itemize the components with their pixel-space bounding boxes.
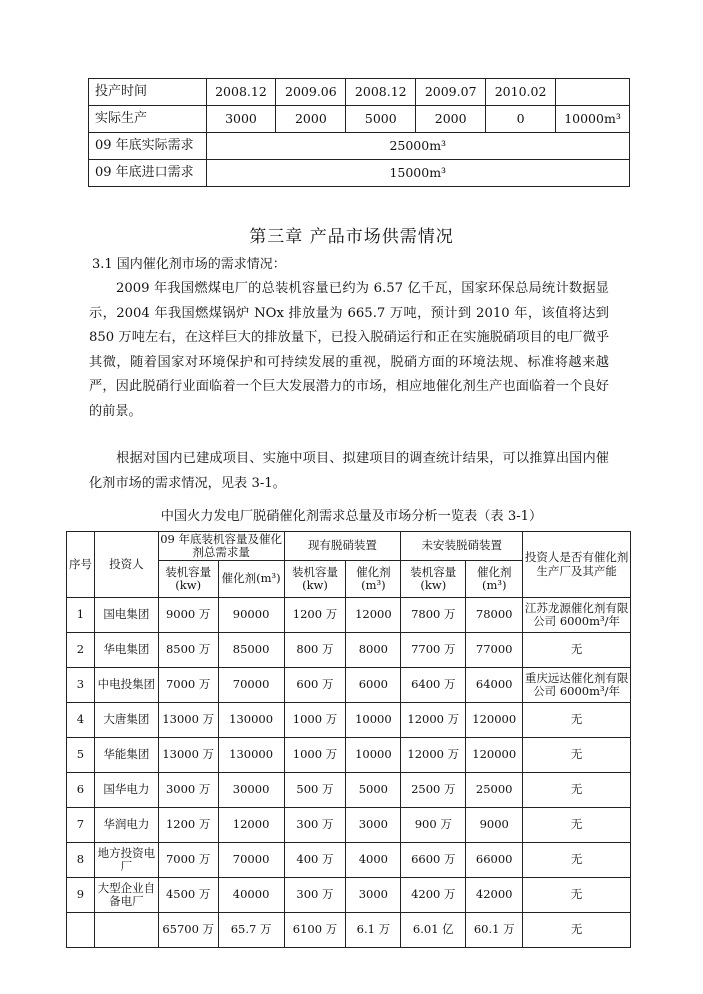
table-cell: 2009.07: [416, 79, 486, 106]
pending-capacity: 900 万: [401, 808, 466, 843]
header-investor: 投资人: [94, 532, 158, 598]
paragraph-1: [89, 277, 609, 424]
table-row: [67, 808, 631, 843]
producer-info: 无: [523, 703, 631, 738]
row-label: 09 年底实际需求: [89, 133, 207, 160]
table-row: [67, 773, 631, 808]
table-row: [89, 133, 630, 160]
existing-catalyst: 4000: [346, 843, 401, 878]
total-capacity: 4500 万: [158, 878, 218, 913]
pending-catalyst: 60.1 万: [466, 913, 523, 948]
existing-catalyst: 5000: [346, 773, 401, 808]
pending-capacity: 12000 万: [401, 738, 466, 773]
total-catalyst: 130000: [218, 738, 284, 773]
table-cell: 2010.02: [486, 79, 556, 106]
paragraph-1-text: 2009 年我国燃煤电厂的总装机容量已约为 6.57 亿千瓦，国家环保总局统计数据显示，2004 年我国燃煤锅炉 NOx 排放量为 665.7 万吨，预计到 2010 年，该值将达到 850 万吨左右，在这样巨大的排放量下，已投入脱硝运行和正在实施脱硝项目的电厂微乎其微，随着国家对环境保护和可持续发展的重视，脱硝方面的环境法规、标准将越来越严，因此脱硝行业面临着一个巨大发展潜力的市场，相应地催化剂生产也面临着一个良好的前景。: [89, 281, 610, 419]
table-row: [89, 79, 630, 106]
producer-info: 无: [523, 633, 631, 668]
pending-capacity: 6600 万: [401, 843, 466, 878]
pending-catalyst: 64000: [466, 668, 523, 703]
existing-catalyst: 3000: [346, 878, 401, 913]
pending-capacity: 4200 万: [401, 878, 466, 913]
existing-capacity: 600 万: [284, 668, 346, 703]
investor-name: 华电集团: [94, 633, 158, 668]
total-capacity: 1200 万: [158, 808, 218, 843]
investor-name: 华能集团: [94, 738, 158, 773]
existing-catalyst: 10000: [346, 703, 401, 738]
pending-capacity: 2500 万: [401, 773, 466, 808]
row-number: 5: [67, 738, 95, 773]
pending-capacity: 6.01 亿: [401, 913, 466, 948]
total-catalyst: 85000: [218, 633, 284, 668]
pending-capacity: 12000 万: [401, 703, 466, 738]
paragraph-2-text: 根据对国内已建成项目、实施中项目、拟建项目的调查统计结果，可以推算出国内催化剂市场的需求情况，见表 3-1。: [89, 451, 609, 491]
row-number: 4: [67, 703, 95, 738]
investor-name: 大型企业自备电厂: [94, 878, 158, 913]
chapter-title: 第三章 产品市场供需情况: [249, 227, 454, 247]
row-label: 09 年底进口需求: [89, 160, 207, 187]
producer-info: 无: [523, 773, 631, 808]
investor-name: 中电投集团: [94, 668, 158, 703]
existing-capacity: 6100 万: [284, 913, 346, 948]
top-production-table: [88, 78, 630, 187]
catalyst-demand-table: [66, 531, 631, 948]
total-capacity: 8500 万: [158, 633, 218, 668]
header-cat: 催化剂(m³): [218, 561, 284, 598]
pending-catalyst: 120000: [466, 738, 523, 773]
pending-catalyst: 25000: [466, 773, 523, 808]
header-cat: 催化剂(m³): [346, 561, 401, 598]
section-title: 3.1 国内催化剂市场的需求情况：: [92, 257, 286, 272]
existing-capacity: 1000 万: [284, 738, 346, 773]
pending-capacity: 7800 万: [401, 598, 466, 633]
header-cat: 催化剂(m³): [466, 561, 523, 598]
row-number: 8: [67, 843, 95, 878]
total-catalyst: 130000: [218, 703, 284, 738]
total-capacity: 13000 万: [158, 738, 218, 773]
table-cell: 2009.06: [276, 79, 346, 106]
investor-name: 国华电力: [94, 773, 158, 808]
pending-capacity: 7700 万: [401, 633, 466, 668]
pending-catalyst: 77000: [466, 633, 523, 668]
table-row: [89, 160, 630, 187]
header-producer: 投资人是否有催化剂生产厂及其产能: [523, 532, 631, 598]
existing-capacity: 400 万: [284, 843, 346, 878]
table-cell: 10000m³: [556, 106, 630, 133]
investor-name: 大唐集团: [94, 703, 158, 738]
table-row: [67, 598, 631, 633]
total-catalyst: 70000: [218, 843, 284, 878]
header-seq: 序号: [67, 532, 95, 598]
pending-capacity: 6400 万: [401, 668, 466, 703]
existing-capacity: 300 万: [284, 878, 346, 913]
table-row: [89, 106, 630, 133]
total-catalyst: 90000: [218, 598, 284, 633]
row-number: 2: [67, 633, 95, 668]
table-cell: 2008.12: [346, 79, 416, 106]
total-capacity: 7000 万: [158, 668, 218, 703]
demand-value: 25000m³: [206, 133, 629, 160]
table-row: [67, 738, 631, 773]
existing-catalyst: 6.1 万: [346, 913, 401, 948]
existing-capacity: 1000 万: [284, 703, 346, 738]
pending-catalyst: 9000: [466, 808, 523, 843]
producer-info: 无: [523, 913, 631, 948]
existing-capacity: 800 万: [284, 633, 346, 668]
total-capacity: 13000 万: [158, 703, 218, 738]
table-row: [67, 913, 631, 948]
header-cap: 装机容量(kw): [284, 561, 346, 598]
total-catalyst: 40000: [218, 878, 284, 913]
producer-info: 无: [523, 843, 631, 878]
total-capacity: 9000 万: [158, 598, 218, 633]
header-cap: 装机容量(kw): [158, 561, 218, 598]
pending-catalyst: 42000: [466, 878, 523, 913]
total-capacity: 3000 万: [158, 773, 218, 808]
existing-capacity: 1200 万: [284, 598, 346, 633]
investor-name: 国电集团: [94, 598, 158, 633]
table-caption: 中国火力发电厂脱硝催化剂需求总量及市场分析一览表（表 3-1）: [160, 509, 543, 524]
row-number: 6: [67, 773, 95, 808]
existing-capacity: 300 万: [284, 808, 346, 843]
row-label: 投产时间: [89, 79, 207, 106]
pending-catalyst: 78000: [466, 598, 523, 633]
header-group1: 09 年底装机容量及催化剂总需求量: [158, 532, 284, 561]
existing-catalyst: 12000: [346, 598, 401, 633]
producer-info: 无: [523, 878, 631, 913]
total-catalyst: 65.7 万: [218, 913, 284, 948]
paragraph-2: [89, 447, 609, 496]
total-catalyst: 70000: [218, 668, 284, 703]
investor-name: [94, 913, 158, 948]
pending-catalyst: 66000: [466, 843, 523, 878]
existing-catalyst: 8000: [346, 633, 401, 668]
table-cell: 3000: [206, 106, 276, 133]
producer-info: 无: [523, 808, 631, 843]
producer-info: 重庆远达催化剂有限公司 6000m³/年: [523, 668, 631, 703]
header-group3: 未安装脱硝装置: [401, 532, 523, 561]
table-row: [67, 668, 631, 703]
table-cell: 2000: [416, 106, 486, 133]
total-catalyst: 12000: [218, 808, 284, 843]
table-row: [67, 843, 631, 878]
pending-catalyst: 120000: [466, 703, 523, 738]
total-catalyst: 30000: [218, 773, 284, 808]
header-cap: 装机容量(kw): [401, 561, 466, 598]
table-row: [67, 703, 631, 738]
producer-info: 无: [523, 738, 631, 773]
header-group2: 现有脱硝装置: [284, 532, 401, 561]
table-cell: 2008.12: [206, 79, 276, 106]
investor-name: 地方投资电厂: [94, 843, 158, 878]
table-row: [67, 878, 631, 913]
table-cell: [556, 79, 630, 106]
existing-catalyst: 3000: [346, 808, 401, 843]
producer-info: 江苏龙源催化剂有限公司 6000m³/年: [523, 598, 631, 633]
row-number: 1: [67, 598, 95, 633]
row-number: [67, 913, 95, 948]
table-cell: 0: [486, 106, 556, 133]
investor-name: 华润电力: [94, 808, 158, 843]
row-number: 7: [67, 808, 95, 843]
row-number: 9: [67, 878, 95, 913]
total-capacity: 65700 万: [158, 913, 218, 948]
existing-catalyst: 6000: [346, 668, 401, 703]
total-capacity: 7000 万: [158, 843, 218, 878]
existing-capacity: 500 万: [284, 773, 346, 808]
table-row: [67, 633, 631, 668]
row-label: 实际生产: [89, 106, 207, 133]
table-cell: 2000: [276, 106, 346, 133]
row-number: 3: [67, 668, 95, 703]
existing-catalyst: 10000: [346, 738, 401, 773]
import-value: 15000m³: [206, 160, 629, 187]
header-row: [67, 532, 631, 561]
table-cell: 5000: [346, 106, 416, 133]
